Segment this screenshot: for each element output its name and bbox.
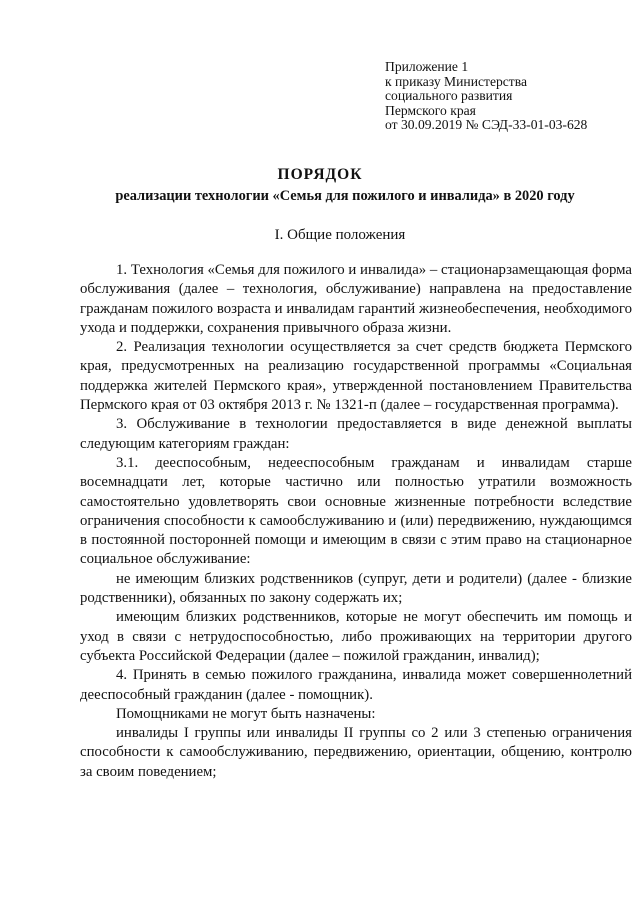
appendix-line: к приказу Министерства xyxy=(385,73,528,89)
document-body xyxy=(80,261,632,782)
appendix-line: социального развития xyxy=(385,88,513,104)
appendix-line: Приложение 1 xyxy=(385,59,469,74)
document-title: ПОРЯДОК xyxy=(277,166,363,183)
paragraph: 3.1. дееспособным, недееспособным гражданам и инвалидам старше восемнадцати лет, которые частично или полностью утратили возможность самостоятельно удовлетворять свои основные жизненные потребности вследствие ограничения способности к самообслуживанию и (или) передвижению, нуждающимся в постоянной посторонней помощи и имеющим в связи с этим право на стационарное социальное обслуживание: xyxy=(80,454,632,568)
appendix-line: Пермского края xyxy=(385,102,476,118)
paragraph: 3. Обслуживание в технологии предоставляется в виде денежной выплаты следующим категориям граждан: xyxy=(80,416,632,452)
paragraph: 2. Реализация технологии осуществляется за счет средств бюджета Пермского края, предусмотренных на реализацию государственной программы «Социальная поддержка жителей Пермского края», утвержденной постановлением Правительства Пермского края от 03 октября 2013 г. № 1321-п (далее – государственная программа). xyxy=(80,339,632,414)
appendix-block xyxy=(385,60,587,133)
paragraph: не имеющим близких родственников (супруг, дети и родители) (далее - близкие родственники), обязанных по закону содержать их; xyxy=(80,570,632,607)
paragraph: инвалиды I группы или инвалиды II группы со 2 или 3 степенью ограничения способности к самообслуживанию, передвижению, ориентации, общению, контролю за своим поведением; xyxy=(80,725,632,780)
document-subtitle: реализации технологии «Семья для пожилого и инвалида» в 2020 году xyxy=(115,188,575,204)
paragraph: имеющим близких родственников, которые не могут обеспечить им помощь и уход в связи с нетрудоспособностью, либо проживающих на территории другого субъекта Российской Федерации (далее – пожилой гражданин, инвалид); xyxy=(80,609,632,664)
appendix-line: от 30.09.2019 № СЭД-33-01-03-628 xyxy=(385,117,588,133)
paragraph: 4. Принять в семью пожилого гражданина, инвалида может совершеннолетний дееспособный гражданин (далее - помощник). xyxy=(80,667,632,703)
paragraph: Помощниками не могут быть назначены: xyxy=(116,705,376,722)
paragraph: 1. Технология «Семья для пожилого и инвалида» – стационарзамещающая форма обслуживания (далее – технология, обслуживание) направлена на предоставление гражданам пожилого возраста и инвалидам гарантий жизнеобеспечения, необходимого ухода и поддержки, сохранения привычного образа жизни. xyxy=(80,262,632,336)
section-heading: I. Общие положения xyxy=(274,227,406,243)
